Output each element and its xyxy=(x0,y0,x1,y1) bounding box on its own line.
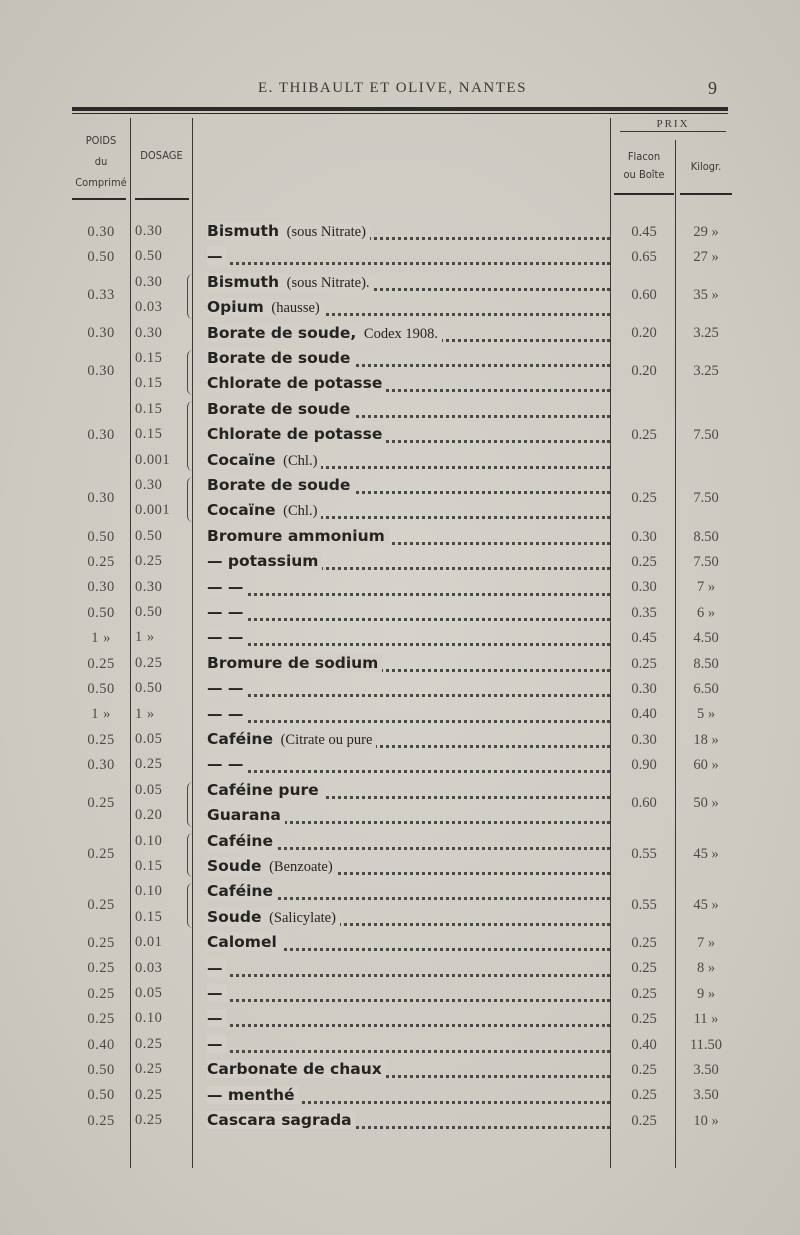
column-header-kilo: Kilogr. xyxy=(690,160,722,173)
row-product-name xyxy=(207,273,374,292)
column-header-flacon xyxy=(614,148,674,184)
row-price-flacon: 0.25 xyxy=(631,490,657,507)
row-price-flacon: 0.55 xyxy=(631,896,657,913)
leader-dots xyxy=(207,1049,610,1053)
product-name-text: — — xyxy=(207,705,247,723)
leader-dots xyxy=(207,261,610,265)
row-dose: 0.50 xyxy=(135,527,163,544)
row-product-name xyxy=(207,857,337,876)
row-price-kilo: 5 » xyxy=(696,706,716,723)
row-price-flacon: 0.30 xyxy=(631,680,657,697)
row-product-name xyxy=(207,781,323,799)
row-price-flacon: 0.30 xyxy=(631,731,657,748)
product-name-text: Opium xyxy=(207,298,268,316)
row-dose: 0.15 xyxy=(135,858,163,874)
product-note: Codex 1908. xyxy=(360,326,442,342)
product-name-text: Carbonate de chaux xyxy=(207,1060,386,1078)
product-name-text: Bromure ammonium xyxy=(207,527,389,545)
row-weight: 0.30 xyxy=(87,490,115,507)
row-price-flacon: 0.25 xyxy=(631,553,657,570)
grouping-brace xyxy=(187,350,194,395)
row-price-kilo: 10 » xyxy=(693,1112,719,1129)
row-price-kilo: 11 » xyxy=(693,1011,719,1028)
product-name-text: Borate de soude, xyxy=(207,324,360,342)
row-product-name xyxy=(207,654,382,672)
leader-dots xyxy=(207,719,610,723)
product-name-text: Soude xyxy=(207,908,265,926)
row-dose: 0.15 xyxy=(135,350,163,366)
leader-dots xyxy=(207,769,610,773)
row-weight: 0.25 xyxy=(87,985,115,1002)
row-price-flacon: 0.65 xyxy=(631,249,657,266)
row-weight: 0.25 xyxy=(87,846,115,862)
product-name-text: Caféine pure xyxy=(207,781,323,799)
product-name-text: Caféine xyxy=(207,832,277,850)
row-product-name xyxy=(207,1009,227,1027)
row-product-name xyxy=(207,222,370,241)
row-dose: 0.01 xyxy=(135,934,163,951)
running-header xyxy=(0,78,800,108)
leader-dots xyxy=(207,973,610,977)
product-name-text: — menthé xyxy=(207,1086,299,1104)
row-price-kilo: 4.50 xyxy=(693,630,719,647)
product-name-text: Bismuth xyxy=(207,273,283,291)
row-product-name xyxy=(207,1086,299,1104)
product-name-text: — xyxy=(207,1009,227,1027)
row-weight: 0.30 xyxy=(87,325,115,342)
row-dose: 0.15 xyxy=(135,426,163,443)
product-name-text: Calomel xyxy=(207,933,281,951)
row-price-kilo: 9 » xyxy=(696,985,716,1002)
row-price-kilo: 7.50 xyxy=(693,490,719,507)
row-price-kilo: 27 » xyxy=(693,249,719,266)
row-price-kilo: 7.50 xyxy=(693,426,719,443)
header-title: E. THIBAULT ET OLIVE, NANTES xyxy=(258,80,527,96)
row-dose: 0.05 xyxy=(135,731,163,747)
row-product-name xyxy=(207,832,277,850)
prix-underline xyxy=(620,131,726,132)
row-price-kilo: 6 » xyxy=(696,604,716,621)
divider-poids xyxy=(130,118,131,1168)
leader-dots xyxy=(207,1023,610,1027)
row-price-flacon: 0.25 xyxy=(631,1011,657,1028)
leader-dots xyxy=(207,642,610,646)
row-product-name xyxy=(207,730,376,749)
row-product-name xyxy=(207,527,389,545)
product-note: (Chl.) xyxy=(280,503,322,519)
product-note: (Citrate ou pure xyxy=(277,732,376,748)
flacon-line-2: ou Boîte xyxy=(623,168,665,181)
row-price-flacon: 0.40 xyxy=(631,706,657,723)
row-price-flacon: 0.20 xyxy=(631,363,657,380)
product-name-text: Caféine xyxy=(207,882,277,900)
row-price-kilo: 8.50 xyxy=(693,655,719,672)
row-price-flacon: 0.20 xyxy=(631,325,657,342)
row-price-flacon: 0.25 xyxy=(631,1061,657,1078)
row-dose: 0.10 xyxy=(135,832,163,849)
row-product-name xyxy=(207,578,247,596)
row-weight: 0.30 xyxy=(87,363,115,380)
row-weight: 0.50 xyxy=(87,680,115,697)
row-dose: 0.30 xyxy=(135,273,163,290)
row-weight: 0.25 xyxy=(87,934,115,951)
row-dose: 0.05 xyxy=(135,985,163,1001)
product-name-text: Chlorate de potasse xyxy=(207,374,386,392)
poids-line-2: du xyxy=(94,155,108,168)
row-dose: 0.10 xyxy=(135,883,163,900)
row-price-kilo: 7.50 xyxy=(693,553,719,570)
row-price-flacon: 0.25 xyxy=(631,1112,657,1129)
row-price-flacon: 0.35 xyxy=(631,604,657,621)
product-name-text: Soude xyxy=(207,857,265,875)
product-note: (Benzoate) xyxy=(265,859,336,875)
row-dose: 0.25 xyxy=(135,553,163,570)
product-name-text: Cocaïne xyxy=(207,501,280,519)
row-weight: 0.40 xyxy=(87,1036,115,1053)
row-dose: 0.25 xyxy=(135,1086,163,1103)
row-price-kilo: 3.50 xyxy=(693,1061,719,1078)
dosage-underline xyxy=(135,198,189,200)
row-weight: 0.50 xyxy=(87,604,115,621)
product-name-text: — — xyxy=(207,679,247,697)
row-dose: 0.30 xyxy=(135,324,163,341)
column-header-prix: PRIX xyxy=(656,118,690,130)
row-product-name xyxy=(207,806,285,824)
row-price-flacon: 0.55 xyxy=(631,846,657,862)
row-weight: 0.25 xyxy=(87,795,115,812)
row-weight: 0.50 xyxy=(87,528,115,545)
row-weight: 0.33 xyxy=(87,287,115,304)
product-name-text: Caféine xyxy=(207,730,277,748)
row-product-name xyxy=(207,476,354,494)
row-product-name xyxy=(207,374,386,392)
row-dose: 0.15 xyxy=(135,375,163,392)
row-weight: 0.25 xyxy=(87,1011,115,1028)
row-price-flacon: 0.30 xyxy=(631,579,657,596)
row-price-flacon: 0.25 xyxy=(631,655,657,672)
row-product-name xyxy=(207,400,354,418)
product-name-text: Bromure de sodium xyxy=(207,654,382,672)
row-weight: 0.30 xyxy=(87,426,115,443)
product-note: (Salicylate) xyxy=(265,910,339,926)
row-dose: 0.15 xyxy=(135,400,163,417)
row-weight: 0.50 xyxy=(87,1087,115,1104)
row-price-kilo: 50 » xyxy=(693,795,719,812)
row-weight: 0.25 xyxy=(87,960,115,977)
poids-line-1: POIDS xyxy=(85,134,117,147)
row-product-name xyxy=(207,984,227,1002)
page-number: 9 xyxy=(708,78,717,98)
row-dose: 0.30 xyxy=(135,477,163,493)
row-product-name xyxy=(207,603,247,621)
grouping-brace xyxy=(187,401,194,471)
column-header-poids xyxy=(72,130,130,193)
row-product-name xyxy=(207,882,277,900)
product-name-text: Bismuth xyxy=(207,222,283,240)
row-weight: 0.25 xyxy=(87,1112,115,1129)
row-price-flacon: 0.40 xyxy=(631,1036,657,1053)
row-dose: 0.50 xyxy=(135,680,163,697)
product-name-text: — xyxy=(207,959,227,977)
leader-dots xyxy=(207,592,610,596)
row-product-name xyxy=(207,324,442,343)
product-name-text: Guarana xyxy=(207,806,285,824)
row-price-kilo: 45 » xyxy=(693,896,719,913)
row-dose: 0.25 xyxy=(135,1112,163,1128)
row-weight: 1 » xyxy=(91,630,111,647)
row-weight: 0.25 xyxy=(87,896,115,913)
row-weight: 0.30 xyxy=(87,579,115,596)
row-dose: 0.50 xyxy=(135,604,163,620)
leader-dots xyxy=(207,617,610,621)
row-product-name xyxy=(207,501,321,520)
kilo-underline xyxy=(680,193,732,195)
row-dose: 0.03 xyxy=(135,959,163,976)
product-name-text: Chlorate de potasse xyxy=(207,425,386,443)
row-price-kilo: 35 » xyxy=(693,287,719,304)
row-price-flacon: 0.45 xyxy=(631,630,657,647)
grouping-brace xyxy=(187,477,194,522)
poids-line-3: Comprimé xyxy=(75,176,127,189)
product-name-text: Borate de soude xyxy=(207,476,354,494)
row-dose: 0.05 xyxy=(135,781,163,798)
product-name-text: Borate de soude xyxy=(207,400,354,418)
row-product-name xyxy=(207,705,247,723)
row-dose: 0.30 xyxy=(135,578,163,595)
column-header-dosage: DOSAGE xyxy=(140,149,183,162)
row-product-name xyxy=(207,1060,386,1078)
flacon-underline xyxy=(614,193,674,195)
row-product-name xyxy=(207,755,247,773)
row-weight: 0.25 xyxy=(87,655,115,672)
row-product-name xyxy=(207,679,247,697)
row-dose: 0.03 xyxy=(135,299,163,316)
product-name-text: — xyxy=(207,984,227,1002)
row-price-flacon: 0.25 xyxy=(631,960,657,977)
leader-dots xyxy=(207,998,610,1002)
row-dose: 1 » xyxy=(135,629,155,646)
row-weight: 0.25 xyxy=(87,553,115,570)
row-dose: 0.001 xyxy=(135,451,171,468)
product-name-text: Cocaïne xyxy=(207,451,280,469)
row-price-kilo: 8.50 xyxy=(693,528,719,545)
row-price-kilo: 3.50 xyxy=(693,1087,719,1104)
row-weight: 1 » xyxy=(91,706,111,723)
row-product-name xyxy=(207,1035,227,1053)
poids-underline xyxy=(72,198,126,200)
product-note: (hausse) xyxy=(268,300,324,316)
row-price-flacon: 0.90 xyxy=(631,757,657,774)
row-price-kilo: 7 » xyxy=(696,934,716,951)
row-weight: 0.50 xyxy=(87,1061,115,1078)
row-dose: 0.15 xyxy=(135,908,163,925)
product-name-text: Cascara sagrada xyxy=(207,1111,356,1129)
product-note: (Chl.) xyxy=(280,453,322,469)
row-price-kilo: 29 » xyxy=(693,223,719,240)
grouping-brace xyxy=(187,833,194,878)
row-dose: 0.30 xyxy=(135,223,163,239)
product-name-text: — — xyxy=(207,755,247,773)
product-name-text: — potassium xyxy=(207,552,322,570)
row-price-flacon: 0.30 xyxy=(631,528,657,545)
row-price-flacon: 0.25 xyxy=(631,426,657,443)
row-dose: 0.10 xyxy=(135,1010,163,1027)
product-note: (sous Nitrate) xyxy=(283,224,370,240)
row-price-kilo: 7 » xyxy=(696,579,716,596)
row-price-flacon: 0.45 xyxy=(631,223,657,240)
row-product-name xyxy=(207,959,227,977)
flacon-line-1: Flacon xyxy=(627,150,661,163)
product-note: (sous Nitrate). xyxy=(283,275,374,291)
row-dose: 0.20 xyxy=(135,807,163,824)
product-name-text: — — xyxy=(207,578,247,596)
row-dose: 0.50 xyxy=(135,248,163,265)
product-name-text: — xyxy=(207,1035,227,1053)
row-product-name xyxy=(207,628,247,646)
row-price-kilo: 6.50 xyxy=(693,680,719,697)
grouping-brace xyxy=(187,274,194,319)
row-weight: 0.30 xyxy=(87,223,115,240)
product-name-text: Borate de soude xyxy=(207,349,354,367)
row-product-name xyxy=(207,349,354,367)
row-dose: 1 » xyxy=(135,705,155,722)
product-name-text: — xyxy=(207,247,227,265)
row-price-kilo: 18 » xyxy=(693,731,719,748)
row-weight: 0.25 xyxy=(87,731,115,748)
leader-dots xyxy=(207,693,610,697)
row-price-kilo: 8 » xyxy=(696,960,716,977)
row-product-name xyxy=(207,908,340,927)
product-name-text: — — xyxy=(207,628,247,646)
row-product-name xyxy=(207,451,321,470)
row-dose: 0.25 xyxy=(135,1035,163,1052)
row-product-name xyxy=(207,933,281,951)
divider-names xyxy=(610,118,611,1168)
row-price-flacon: 0.60 xyxy=(631,795,657,812)
row-price-flacon: 0.25 xyxy=(631,934,657,951)
grouping-brace xyxy=(187,883,194,928)
divider-flacon xyxy=(675,140,676,1168)
row-dose: 0.001 xyxy=(135,502,171,519)
row-price-kilo: 3.25 xyxy=(693,363,719,380)
row-weight: 0.30 xyxy=(87,757,115,774)
row-product-name xyxy=(207,247,227,265)
row-price-flacon: 0.60 xyxy=(631,287,657,304)
row-price-flacon: 0.25 xyxy=(631,1087,657,1104)
product-name-text: — — xyxy=(207,603,247,621)
row-product-name xyxy=(207,298,324,317)
row-dose: 0.25 xyxy=(135,1061,163,1078)
grouping-brace xyxy=(187,782,194,827)
row-price-kilo: 60 » xyxy=(693,757,719,774)
row-product-name xyxy=(207,1111,356,1129)
row-product-name xyxy=(207,552,322,570)
row-weight: 0.50 xyxy=(87,249,115,266)
row-price-kilo: 45 » xyxy=(693,846,719,862)
row-dose: 0.25 xyxy=(135,654,163,671)
row-price-flacon: 0.25 xyxy=(631,985,657,1002)
header-rule xyxy=(72,107,728,111)
row-price-kilo: 11.50 xyxy=(689,1036,723,1053)
row-product-name xyxy=(207,425,386,443)
row-dose: 0.25 xyxy=(135,756,163,773)
row-price-kilo: 3.25 xyxy=(693,325,719,342)
